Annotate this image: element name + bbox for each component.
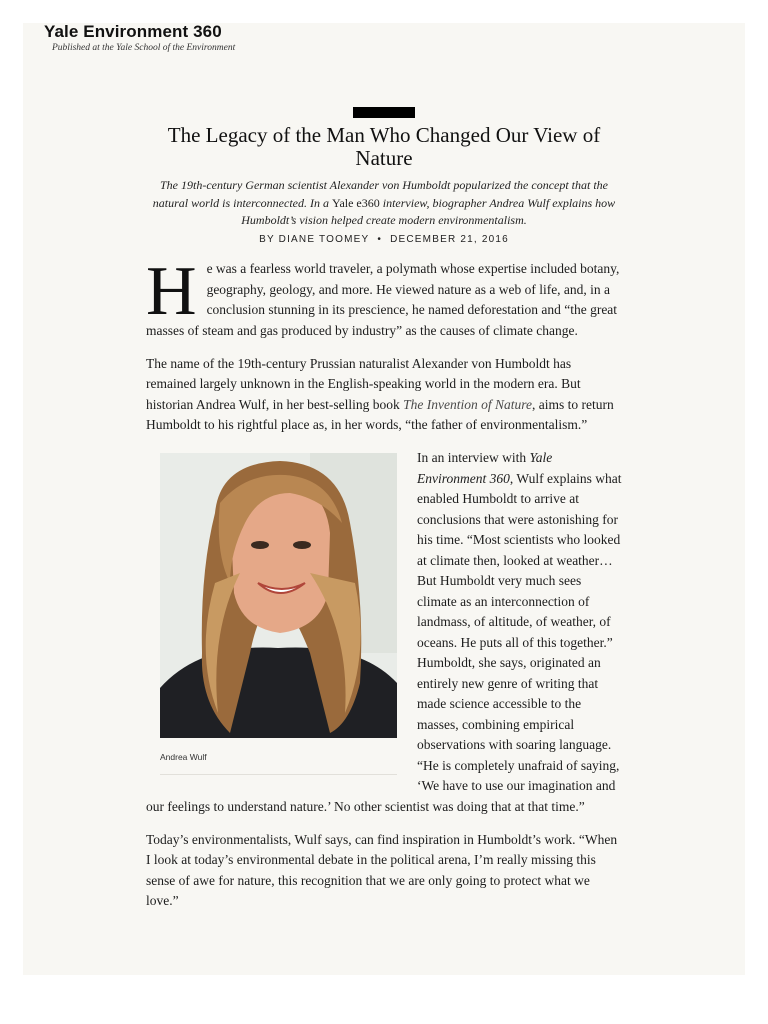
site-header bbox=[44, 22, 235, 54]
publish-date: DECEMBER 21, 2016 bbox=[390, 234, 509, 245]
byline-separator: • bbox=[377, 234, 383, 245]
author-photo-figure bbox=[160, 453, 397, 775]
author-link[interactable]: BY DIANE TOOMEY bbox=[259, 234, 370, 245]
article-dek bbox=[146, 177, 622, 230]
paragraph-3-text-b: , Wulf explains what enabled Humboldt to arrive at conclusions that were astonishing for his time. “Most scientists who looked at climate then, looked at weather… But Humboldt very much sees climate as an interconnection of landmass, of altitude, of weather, of oceans. He puts all of this together.” Humboldt, she says, originated an entirely new genre of writing that made science accessible to the masses, combining empirical observations with soaring language. “He is completely unafraid of saying, ‘We have to use our imagination and our feelings to understand nature.’ No other scientist was doing that at that time.” bbox=[146, 470, 622, 814]
photo-caption: Andrea Wulf bbox=[160, 747, 397, 775]
article-body bbox=[146, 253, 622, 924]
paragraph-4-text: Today’s environmentalists, Wulf says, can find inspiration in Humboldt’s work. “When I look at today’s environmental debate in the political arena, I’m really missing this sense of awe for nature, this recognition that we are only going to protect what we love.” bbox=[146, 831, 618, 908]
dek-publication: Yale e360 bbox=[331, 195, 380, 210]
paragraph-1-text: e was a fearless world traveler, a polymath whose expertise included botany, geography, geology, and more. He viewed nature as a web of life, and, in a conclusion stunning in its prescience, he named deforestation and “the great masses of steam and gas produced by industry” as the causes of climate change. bbox=[146, 261, 620, 338]
paragraph-2 bbox=[146, 354, 622, 436]
publication-name: Yale Environment 360 bbox=[417, 450, 553, 486]
title-rule bbox=[353, 107, 415, 118]
author-photo bbox=[160, 453, 397, 738]
byline bbox=[146, 234, 622, 245]
site-logo[interactable]: Yale Environment 360 bbox=[44, 22, 222, 41]
paragraph-2-text-a: The name of the 19th-century Prussian naturalist Alexander von Humboldt has remained largely unknown in the English-speaking world in the modern era. But historian Andrea Wulf, in her best-selling book bbox=[146, 355, 581, 412]
drop-cap: H bbox=[146, 253, 197, 330]
site-tagline: Published at the Yale School of the Environment bbox=[52, 43, 236, 53]
paragraph-2-text-b: , aims to return Humboldt to his rightful place as, in her words, “the father of environmentalism.” bbox=[146, 396, 614, 432]
dek-text-1: The 19th-century German scientist Alexander von Humboldt popularized the concept that the natural world is interconnected. In a bbox=[152, 178, 609, 210]
paragraph-1 bbox=[146, 253, 622, 341]
article-title: The Legacy of the Man Who Changed Our View of Nature bbox=[167, 123, 601, 170]
paragraph-4 bbox=[146, 830, 622, 912]
paragraph-3-text-a: In an interview with bbox=[417, 450, 530, 465]
dek-text-2: interview, biographer Andrea Wulf explains how Humboldt’s vision helped create modern environmentalism. bbox=[241, 195, 616, 227]
book-title-link[interactable]: The Invention of Nature bbox=[403, 396, 533, 412]
